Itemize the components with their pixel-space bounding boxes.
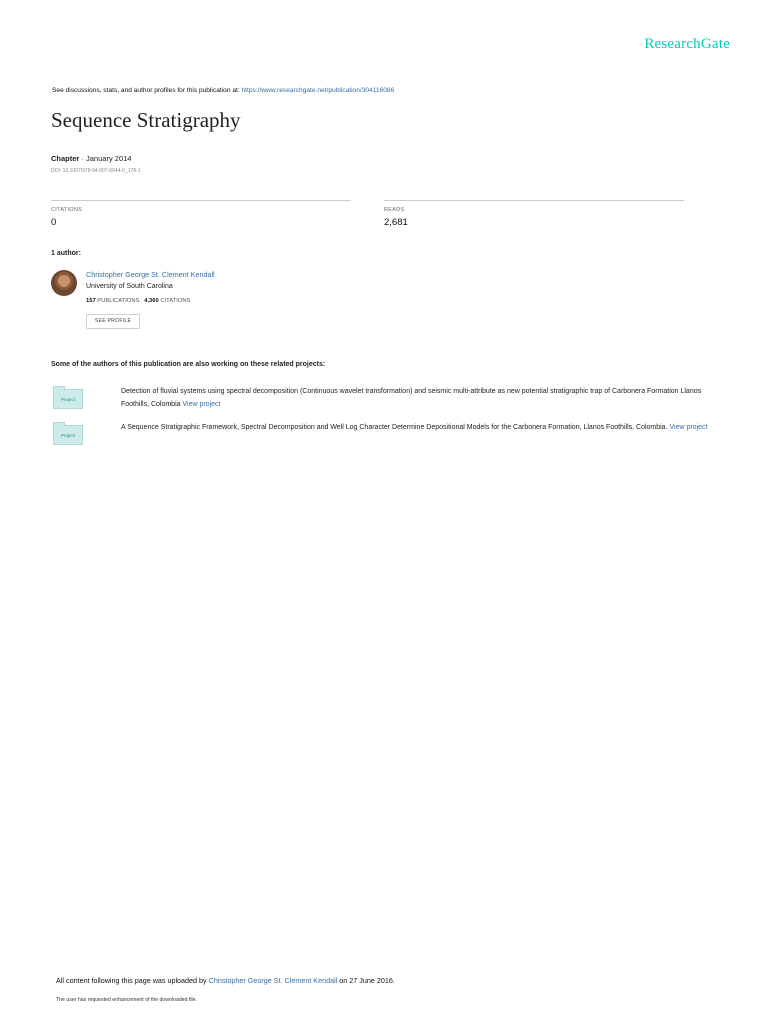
publication-url-link[interactable]: https://www.researchgate.net/publication/304116086 — [241, 87, 395, 94]
citations-value: 0 — [51, 217, 57, 228]
project-folder-icon[interactable] — [53, 389, 83, 409]
enhancement-note: The user has requested enhancement of the downloaded file. — [56, 997, 198, 1003]
author-stats — [86, 298, 190, 304]
citations-divider — [51, 200, 351, 201]
avatar[interactable] — [51, 270, 77, 296]
see-profile-button[interactable]: SEE PROFILE — [86, 314, 140, 329]
discussion-line — [52, 87, 394, 94]
chapter-separator: · — [79, 154, 87, 163]
view-project-link[interactable]: View project — [182, 401, 221, 408]
author-publications-count: 157 — [86, 298, 96, 304]
reads-divider — [384, 200, 684, 201]
chapter-info — [51, 154, 131, 163]
chapter-date: January 2014 — [86, 154, 132, 163]
page-title: Sequence Stratigraphy — [51, 108, 241, 132]
upload-prefix: All content following this page was uploaded by — [56, 976, 209, 985]
view-project-link[interactable]: View project — [669, 424, 708, 431]
project-icon-label: Project — [60, 397, 75, 402]
related-projects-heading: Some of the authors of this publication are also working on these related projects: — [51, 361, 326, 368]
discussion-prefix: See discussions, stats, and author profiles for this publication at: — [52, 87, 242, 94]
project-description — [121, 385, 721, 411]
author-citations-count: 4,360 — [144, 298, 159, 304]
uploader-link[interactable]: Christopher George St. Clement Kendall — [208, 976, 338, 985]
author-publications-label: PUBLICATIONS — [95, 298, 140, 304]
author-name-link[interactable]: Christopher George St. Clement Kendall — [86, 270, 215, 279]
reads-label: READS — [384, 207, 405, 213]
chapter-type: Chapter — [51, 154, 80, 163]
project-text: Detection of fluvial systems using spectral decomposition (Continuous wavelet transformation) and seismic multi-attribute as new potential stratigraphic trap of Carbonera Formation Llanos Foothills, Colombia — [121, 388, 702, 408]
upload-suffix: on 27 June 2016. — [337, 976, 395, 985]
project-icon-label: Project — [60, 433, 75, 438]
authors-heading: 1 author: — [51, 250, 81, 257]
project-folder-icon[interactable] — [53, 425, 83, 445]
author-citations-label: CITATIONS — [158, 298, 191, 304]
researchgate-logo[interactable]: ResearchGate — [644, 36, 730, 52]
project-description — [121, 421, 721, 434]
citations-label: CITATIONS — [51, 207, 83, 213]
reads-value: 2,681 — [384, 217, 408, 228]
project-text: A Sequence Stratigraphic Framework, Spectral Decomposition and Well Log Character Determine Depositional Models for the Carbonera Formation, Llanos Foothills, Colombia. — [121, 424, 670, 431]
upload-note — [56, 976, 395, 985]
author-institution: University of South Carolina — [86, 283, 173, 290]
doi: DOI: 10.1007/978-94-007-6644-0_178-1 — [51, 168, 141, 174]
